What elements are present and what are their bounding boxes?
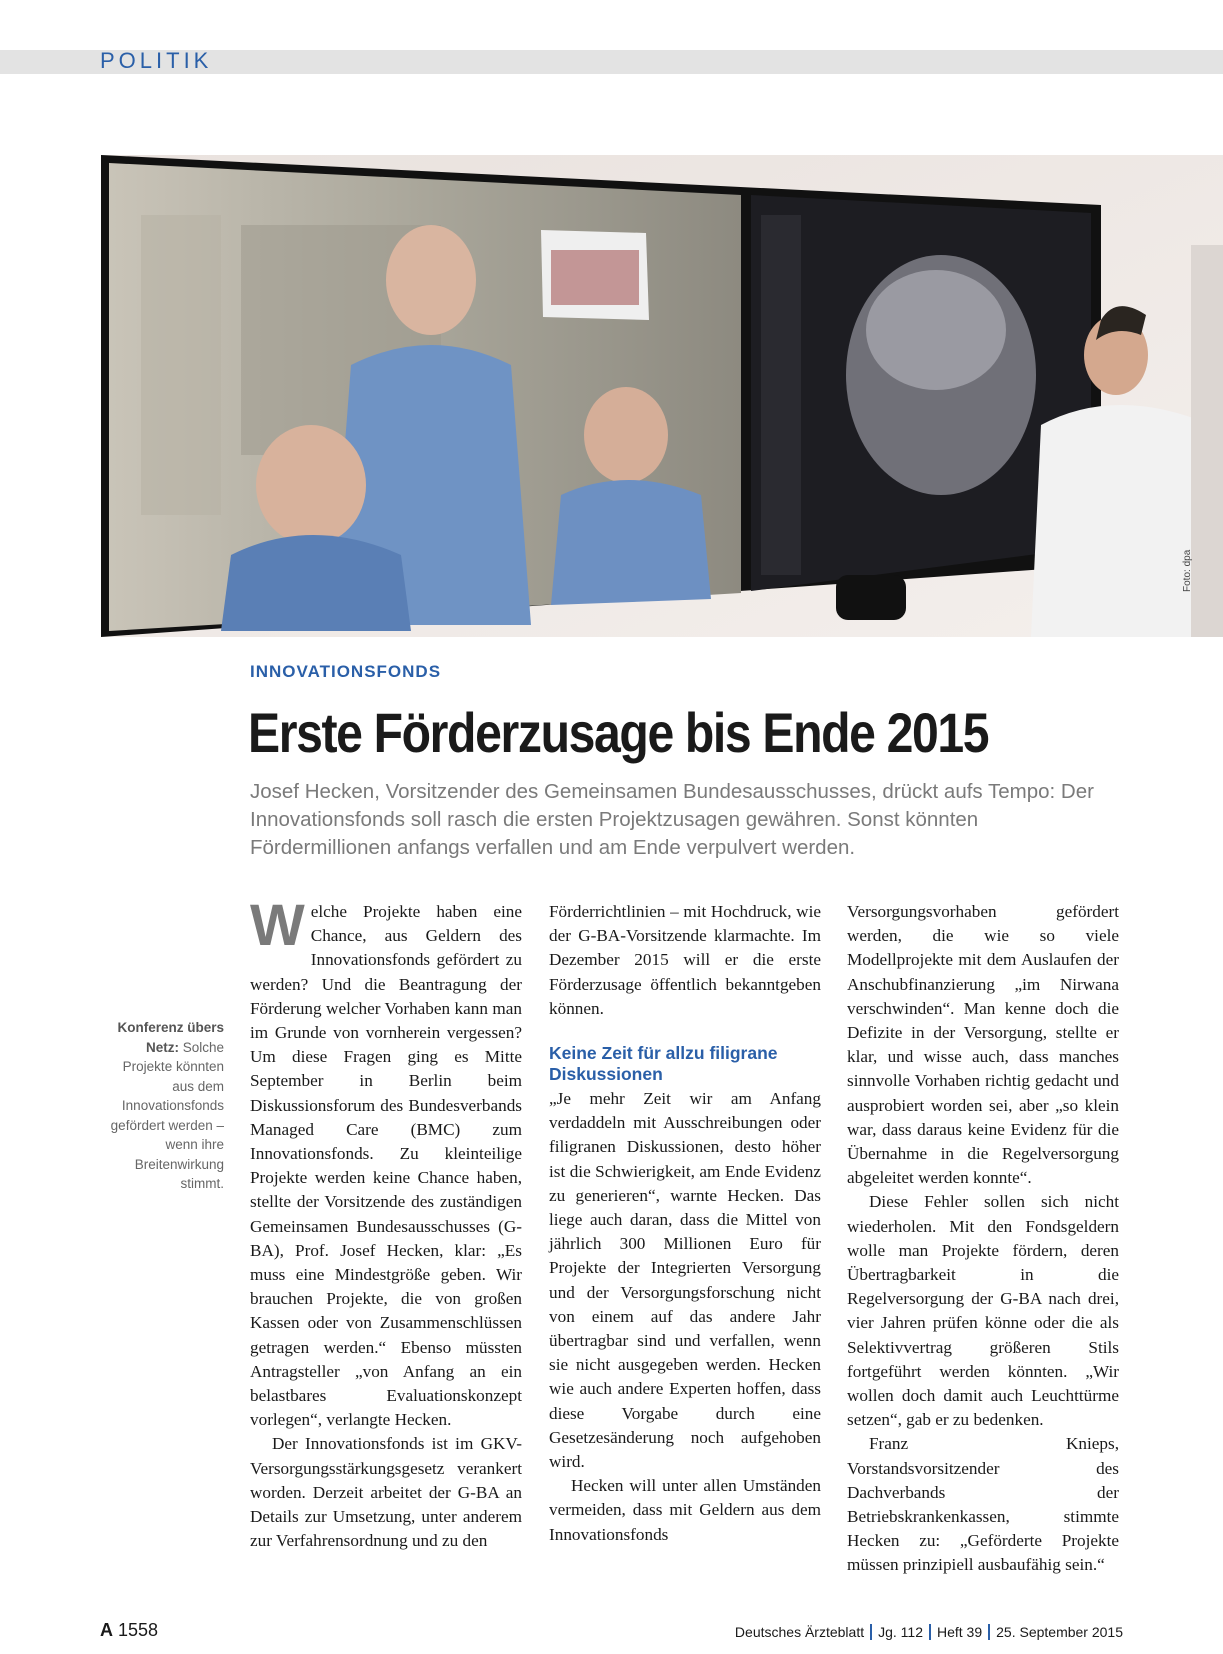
article-kicker: INNOVATIONSFONDS [250, 662, 442, 681]
body-column-1 [250, 893, 522, 1553]
footer-volume: Jg. 112 [878, 1624, 923, 1640]
photo-illustration [101, 155, 1223, 637]
paragraph-2-continued: Förderrichtlinien – mit Hochdruck, wie der G-BA-Vorsitzende klarmachte. Im Dezember 2015 will er die erste Förderzusage öffentlich bekanntgeben können. [549, 902, 821, 1018]
drop-cap: W [250, 893, 305, 958]
page-number [100, 1620, 158, 1641]
article-headline: Erste Förderzusage bis Ende 2015 [248, 701, 989, 764]
photo-credit: Foto: dpa [1182, 549, 1193, 592]
caption-bold: Konferenz übers Netz: [117, 1020, 224, 1055]
paragraph-1 [250, 893, 522, 1432]
footer-issue: Heft 39 [936, 1624, 983, 1640]
footer-separator [870, 1624, 872, 1640]
paragraph-4-continued: Versorgungsvorhaben gefördert werden, die wie so viele Modellprojekte mit dem Auslaufen der Anschubfinanzierung „im Nirwana verschwinden“. Man kenne doch die Defizite in der Versorgung, stellte er klar, und wisse auch, dass manches sinnvolle Vorhaben richtig gedacht und ausprobiert worden sei, aber „so klein war, dass daraus keine Evidenz für die Übernahme in die Regelversorgung abgeleitet werden konnte“. [847, 902, 1119, 1188]
paragraph-2: Der Innovationsfonds ist im GKV-Versorgungsstärkungsgesetz verankert worden. Derzeit arbeitet der G-BA an Details zur Umsetzung, unter anderem zur Verfahrensordnung und zu den [250, 1434, 522, 1551]
body-column-3 [847, 900, 1119, 1578]
footer-separator [988, 1624, 990, 1640]
paragraph-6: Franz Knieps, Vorstandsvorsitzender des Dachverbands der Betriebskrankenkassen, stimmte Hecken zu: „Geförderte Projekte müssen prinzipiell ausbaufähig sein.“ [847, 1434, 1119, 1575]
subheading: Keine Zeit für allzu filigrane Diskussionen [549, 1043, 778, 1085]
footer-date: 25. September 2015 [996, 1624, 1123, 1640]
footer-separator [929, 1624, 931, 1640]
paragraph-4: Hecken will unter allen Umständen vermeiden, dass mit Geldern aus dem Innovationsfonds [549, 1476, 821, 1544]
photo-caption [98, 1018, 224, 1194]
footer-journal: Deutsches Ärzteblatt [734, 1624, 865, 1640]
paragraph-5: Diese Fehler sollen sich nicht wiederholen. Mit den Fondsgeldern wolle man Projekte fördern, deren Übertragbarkeit in die Regelversorgung der G-BA nach drei, vier Jahren prüfen könne oder die als Selektivvertrag größeren Stils fortgeführt werden könnten. „Wir wollen doch damit auch Leuchttürme setzen“, gab er zu bedenken. [847, 1192, 1119, 1430]
body-column-2 [549, 900, 821, 1547]
paragraph-3: „Je mehr Zeit wir am Anfang verdaddeln mit Ausschreibungen oder filigranen Diskussionen, desto höher ist die Schwierigkeit, am Ende Evidenz zu generieren“, warnte Hecken. Das liege auch daran, dass die Mittel von jährlich 300 Millionen Euro für Projekte der Integrierten Versorgung und der Versorgungsforschung nicht von einem auf das andere Jahr übertragbar sind und verfallen, wenn sie nicht ausgegeben werden. Hecken wie auch andere Experten hoffen, dass diese Vorgabe durch eine Gesetzesänderung noch aufgehoben wird. [549, 1089, 821, 1472]
article-lead: Josef Hecken, Vorsitzender des Gemeinsamen Bundesausschusses, drückt aufs Tempo: Der Innovationsfonds soll rasch die ersten Projektzusagen gewähren. Sonst könnten Fördermillionen anfangs verfallen und am Ende verpulvert werden. [250, 780, 1094, 859]
paragraph-1-text: elche Projekte haben eine Chance, aus Geldern des Innovationsfonds gefördert zu werden? Und die Beantragung der Förderung welcher Vorhaben kann man im Grunde von vornherein vergessen? Um diese Fragen ging es Mitte September in Berlin beim Diskussionsforum des Bundesverbands Managed Care (BMC) zum Innovationsfonds. Zu kleinteilige Projekte werden keine Chance haben, stellte der Vorsitzende des zuständigen Gemeinsamen Bundesausschusses (G-BA), Prof. Josef Hecken, klar: „Es muss eine Mindestgröße geben. Wir brauchen Projekte, die von großen Kassen oder von Zusammenschlüssen getragen werden.“ Ebenso müssten Antragsteller „von Anfang an ein belastbares Evaluationskonzept vorlegen“, verlangte Hecken. [250, 902, 522, 1430]
caption-text: Solche Projekte könnten aus dem Innovationsfonds gefördert werden – wenn ihre Breitenwirkung stimmt. [110, 1039, 224, 1191]
footer-meta [735, 1624, 1123, 1640]
folio-number: 1558 [118, 1620, 159, 1640]
section-label: POLITIK [100, 48, 213, 73]
article-photo [101, 155, 1223, 637]
folio-prefix: A [100, 1620, 113, 1640]
